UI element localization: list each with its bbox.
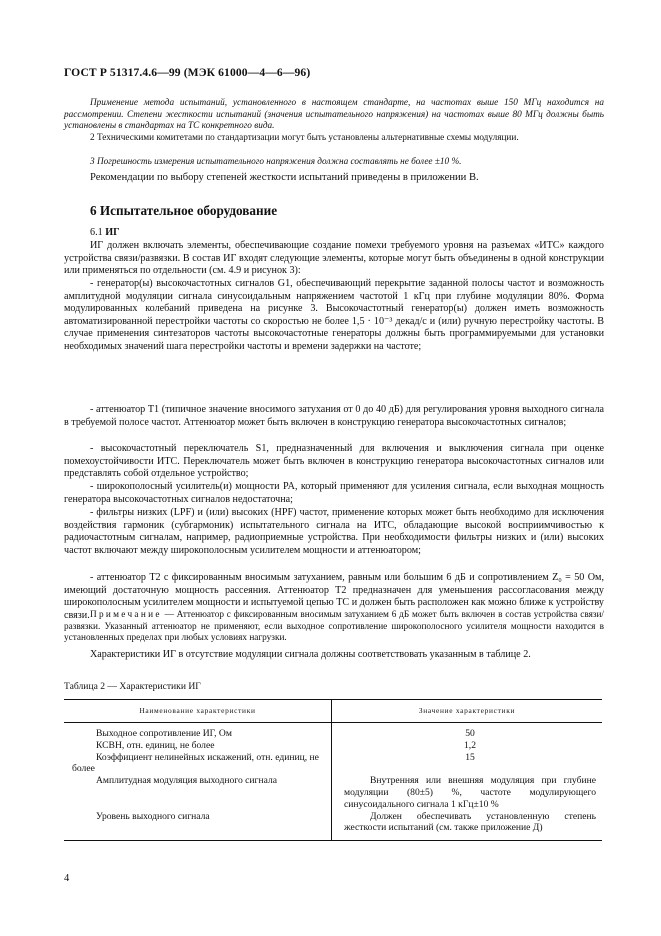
table-caption: Таблица 2 — Характеристики ИГ [64, 681, 201, 692]
row-name: Коэффициент нелинейных искажений, отн. единиц, не более [72, 751, 319, 775]
table-row [64, 811, 602, 841]
note-body: — Аттенюатор с фиксированным вносимым затуханием 6 дБ может быть включен в состав устройства связи/развязки. Указанный аттенюатор не применяют, если выходное сопротивление широкополосного усилителя мощности находится в установленных пределах при любых условиях нагрузки. [64, 610, 604, 643]
row-name: КСВН, отн. единиц, не более [96, 739, 215, 751]
standard-header: ГОСТ Р 51317.4.6—99 (МЭК 61000—4—6—96) [64, 66, 311, 79]
row-value: 1,2 [464, 739, 476, 751]
note-1-continuation: Применение метода испытаний, установленного в настоящем стандарте, на частотах выше 150 МГц находится на рассмотрении. Степени жесткости испытаний (значения испытательного напряжения) на частотах выше 80 МГц должны быть установлены в стандартах на ТС конкретного вида. [64, 98, 604, 131]
subsection-title: ИГ [105, 227, 120, 238]
row-name: Уровень выходного сигнала [96, 810, 210, 822]
paragraph-intro: ИГ должен включать элементы, обеспечивающие создание помехи требуемого уровня на разъемах «ИТС» каждого устройства связи/развязки. В состав ИГ входят следующие элементы, которые могут быть объединены в одной конструкции или применяться по отдельности (см. 4.9 и рисунок 3): [64, 240, 604, 277]
table-row [64, 723, 602, 740]
paragraph-attenuator-t1: - аттенюатор T1 (типичное значение вносимого затухания от 0 до 40 дБ) для регулирования уровня выходного сигнала в требуемой полосе частот. Аттенюатор может быть включен в конструкцию генератора высокочастотных сигналов; [64, 404, 604, 428]
column-header-value: Значение характеристики [332, 700, 603, 723]
paragraph-attenuator-t2: - аттенюатор T2 с фиксированным вносимым затуханием, равным или большим 6 дБ и сопротивлением Z₀ = 50 Ом, имеющий достаточную мощность рассеяния. Аттенюатор T2 предназначен для уменьшения рассогласования между широкополосным усилителем мощности и испытуемой цепью ТС и должен быть расположен как можно ближе к устройству связи. [64, 572, 604, 621]
table-row [64, 775, 602, 810]
page-number: 4 [64, 873, 70, 884]
table-row [64, 752, 602, 776]
row-value: Внутренняя или внешняя модуляция при глубине модуляции (80±5) %, частоте модулирующего синусоидального сигнала 1 кГц±10 % [344, 775, 596, 810]
column-header-name: Наименование характеристики [64, 700, 332, 723]
paragraph-filters: - фильтры низких (LPF) и (или) высоких (HPF) частот, применение которых может быть необходимо для исключения воздействия гармоник (субгармоник) испытательного сигнала на ИТС, обладающие высокой восприимчивостью к радиочастотным сигналам, например, радиоприемные устройства. При необходимости фильтры низких и (или) высоких частот включают между широкополосным усилителем мощности и аттенюатором; [64, 507, 604, 556]
row-value: 50 [465, 728, 475, 739]
paragraph-amplifier-pa: - широкополосный усилитель(и) мощности PA, который применяют для усиления сигнала, если выходная мощность генератора высокочастотных сигналов недостаточна; [64, 481, 604, 505]
characteristics-table [64, 699, 602, 841]
subsection-number: 6.1 [90, 227, 103, 238]
table-header-row [64, 700, 602, 723]
note-label: Примечание [90, 610, 162, 620]
note-attenuator [64, 610, 604, 645]
section-6-title: 6 Испытательное оборудование [90, 203, 278, 218]
row-value: Должен обеспечивать установленную степень жесткости испытаний (см. также приложение Д) [344, 810, 596, 834]
recommendation-text: Рекомендации по выбору степеней жесткости испытаний приведены в приложении В. [90, 172, 479, 183]
subsection-6-1-heading [90, 227, 604, 240]
row-value: 15 [465, 751, 475, 763]
closing-paragraph: Характеристики ИГ в отсутствие модуляции сигнала должны соответствовать указанным в таблице 2. [90, 649, 531, 660]
note-2: 2 Техническими комитетами по стандартизации могут быть установлены альтернативные схемы модуляции. [90, 133, 519, 143]
row-name: Выходное сопротивление ИГ, Ом [96, 728, 232, 739]
paragraph-generator: - генератор(ы) высокочастотных сигналов G1, обеспечивающий перекрытие заданной полосы частот и возможность амплитудной модуляции сигнала синусоидальным напряжением частотой 1 кГц при глубине модуляции 80%. Форма модулированных колебаний приведена на рисунке 3. Высокочастотный генератор(ы) должен иметь возможность автоматизированной перестройки частоты со скоростью не более 1,5 · 10⁻³ декад/с и (или) ручную перестройку частоты. В случае применения синтезаторов частоты высокочастотные генераторы должны быть программируемыми для установки необходимых значений шага перестройки частоты и времени задержки на частоте; [64, 278, 604, 352]
row-name: Амплитудная модуляция выходного сигнала [96, 775, 278, 787]
paragraph-switch-s1: - высокочастотный переключатель S1, предназначенный для включения и выключения сигнала при оценке помехоустойчивости ИТС. Переключатель может быть включен в конструкцию генератора высокочастотных сигналов или представлять собой отдельное устройство; [64, 443, 604, 480]
table-row [64, 740, 602, 752]
note-3: 3 Погрешность измерения испытательного напряжения должна составлять не более ±10 %. [90, 157, 462, 167]
